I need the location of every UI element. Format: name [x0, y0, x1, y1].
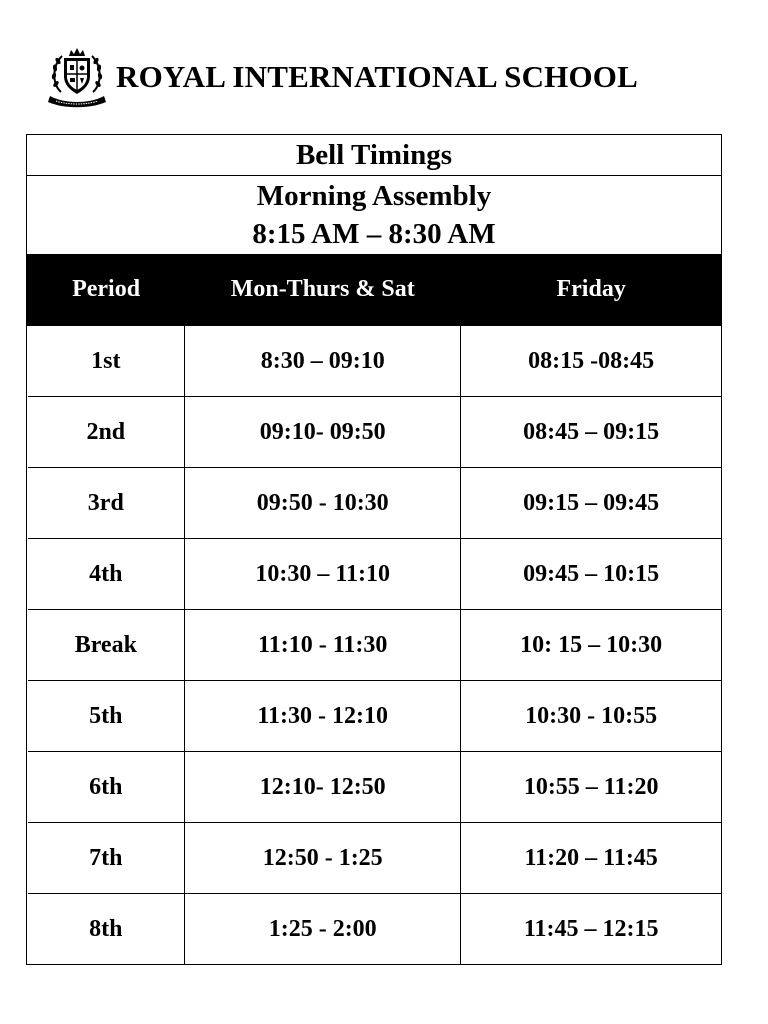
- column-header-period: Period: [28, 254, 185, 326]
- table-row: [28, 326, 722, 397]
- column-header-mon-thurs-sat: Mon-Thurs & Sat: [185, 254, 461, 326]
- friday-time-cell: 11:45 – 12:15: [461, 894, 721, 965]
- school-header: [44, 44, 638, 110]
- period-cell: 5th: [28, 681, 185, 752]
- friday-time-cell: 10:55 – 11:20: [461, 752, 721, 823]
- mon-sat-time-cell: 11:10 - 11:30: [185, 610, 461, 681]
- friday-time-cell: 09:15 – 09:45: [461, 468, 721, 539]
- mon-sat-time-cell: 09:50 - 10:30: [185, 468, 461, 539]
- table-row: [28, 823, 722, 894]
- mon-sat-time-cell: 09:10- 09:50: [185, 397, 461, 468]
- table-row: [28, 539, 722, 610]
- friday-time-cell: 10: 15 – 10:30: [461, 610, 721, 681]
- table-row: [28, 397, 722, 468]
- assembly-block: [27, 176, 721, 254]
- table-row: [28, 610, 722, 681]
- timings-table: [27, 254, 721, 964]
- assembly-time: 8:15 AM – 8:30 AM: [252, 218, 496, 250]
- table-header-row: [28, 254, 722, 326]
- column-header-friday: Friday: [461, 254, 721, 326]
- period-cell: 1st: [28, 326, 185, 397]
- table-row: [28, 681, 722, 752]
- period-cell: 7th: [28, 823, 185, 894]
- table-row: [28, 894, 722, 965]
- period-cell: Break: [28, 610, 185, 681]
- bell-timings-sheet: [26, 134, 722, 965]
- period-cell: 6th: [28, 752, 185, 823]
- table-row: [28, 468, 722, 539]
- assembly-label: Morning Assembly: [256, 180, 492, 212]
- mon-sat-time-cell: 12:50 - 1:25: [185, 823, 461, 894]
- friday-time-cell: 08:15 -08:45: [461, 326, 721, 397]
- friday-time-cell: 11:20 – 11:45: [461, 823, 721, 894]
- school-name: ROYAL INTERNATIONAL SCHOOL: [116, 59, 638, 94]
- table-row: [28, 752, 722, 823]
- period-cell: 2nd: [28, 397, 185, 468]
- sheet-title: Bell Timings: [27, 135, 721, 176]
- mon-sat-time-cell: 11:30 - 12:10: [185, 681, 461, 752]
- period-cell: 3rd: [28, 468, 185, 539]
- friday-time-cell: 09:45 – 10:15: [461, 539, 721, 610]
- friday-time-cell: 10:30 - 10:55: [461, 681, 721, 752]
- period-cell: 8th: [28, 894, 185, 965]
- mon-sat-time-cell: 8:30 – 09:10: [185, 326, 461, 397]
- mon-sat-time-cell: 10:30 – 11:10: [185, 539, 461, 610]
- friday-time-cell: 08:45 – 09:15: [461, 397, 721, 468]
- school-crest-icon: [44, 44, 110, 110]
- mon-sat-time-cell: 12:10- 12:50: [185, 752, 461, 823]
- period-cell: 4th: [28, 539, 185, 610]
- mon-sat-time-cell: 1:25 - 2:00: [185, 894, 461, 965]
